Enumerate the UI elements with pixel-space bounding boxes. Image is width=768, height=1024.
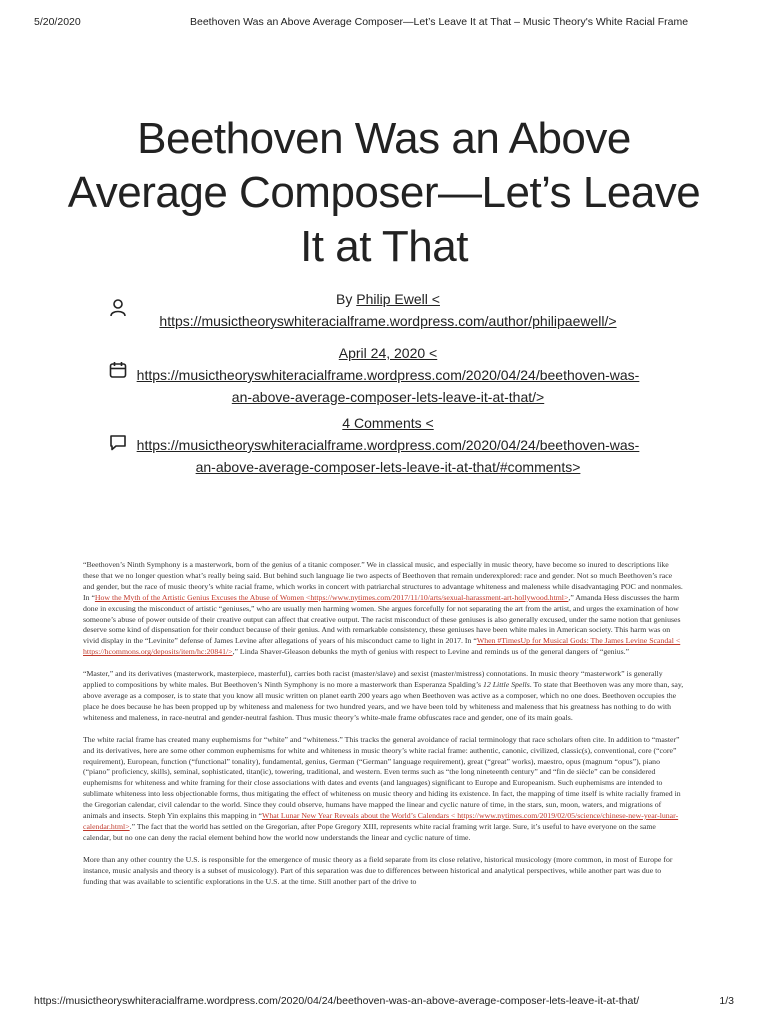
print-date: 5/20/2020 bbox=[34, 16, 81, 28]
title-line: Beethoven Was an Above bbox=[137, 114, 631, 163]
date-url-link-2[interactable]: an-above-average-composer-lets-leave-it-at-that/> bbox=[231, 389, 545, 405]
byline bbox=[108, 288, 668, 332]
title-line: It at That bbox=[300, 222, 468, 271]
by-label: By bbox=[336, 291, 357, 307]
date-url-link-1[interactable]: https://musictheoryswhiteracialframe.wordpress.com/2020/04/24/beethoven-was- bbox=[136, 367, 640, 383]
lunar-calendar-link[interactable]: What Lunar New Year Reveals about the World’s Calendars < https://www.nytimes.com/2019/02/05/science/chinese-new-year-lunar-calendar.html> bbox=[83, 811, 679, 831]
paragraph: “Beethoven’s Ninth Symphony is a masterwork, born of the genius of a titanic composer.” We in classical music, and especially in music theory, have become so inured to descriptions like these that we no longer question what’s really being said. But behind such language lie two aspects of Beethoven that remain underexplored: race and gender. Not so much Beethoven’s race and gender, but the race of music theory’s white racial frame, which works in concert with patriarchal structures to advantage whiteness and maleness while disadvantaging POC and nonmales. In “How the Myth of the Artistic Genius Excuses the Abuse of Women <https://www.nytimes.com/2017/11/10/arts/sexual-harassment-art-hollywood.html>,” Amanda Hess discusses the harm done in excusing the misconduct of artistic “geniuses,” who are usually men harming women. She argues forcefully for not separating the art from the artist, and urges the examination of how someone’s abuse of power outside of their creative output can affect that creative output. The racist misconduct of these geniuses is also generally excused, under the same notion that geniuses deserve some kind of dispensation for their conduct because of their genius. And with remarkable consistency, these geniuses have been white males in American society. This harm was on vivid display in the “Levinite” defense of James Levine after allegations of years of his misconduct came to light in 2017. In “When #TimesUp for Musical Gods: The James Levine Scandal < https://hcommons.org/deposits/item/hc:20841/>,” Linda Shaver-Gleason debunks the myth of genius with respect to Levine and reminds us of the general dangers of “genius.” bbox=[83, 560, 683, 657]
comments-url-link-2[interactable]: an-above-average-composer-lets-leave-it-at-that/#comments> bbox=[195, 459, 581, 475]
paragraph: The white racial frame has created many euphemisms for “white” and “whiteness.” This tracks the general avoidance of racial terminology that race scholars often cite. In addition to “master” and its derivatives, here are some other common euphemisms for white and whiteness in music theory’s white racial frame: authentic, canonic, civilized, classic(s), conventional, core (“core” requirement), European, function (“functional” tonality), fundamental, genius, German (“German” language requirement), great (“great” works), maestro, opus (magnum “opus”), piano (“piano” proficiency, skills), seminal, sophisticated, titan(ic), towering, traditional, and western. Even terms such as “the long nineteenth century” and “fin de siècle” can be considered euphemisms for whiteness and white framing for their close associations with dates and events (and languages) significant to Europe and Europeanism. Such euphemisms are intended to sublimate whiteness into less objectionable forms, thus mitigating the effect of whiteness on music theory and hiding its existence. In fact, the mapping of time itself is white racially framed in the Gregorian calendar, civil calendar to the world. Since they could observe, humans have mapped the linear and cyclic nature of time, in the stars, sun, moon, waters, and migrations of animals and insects. Steph Yin explains this mapping in “What Lunar New Year Reveals about the World’s Calendars < https://www.nytimes.com/2019/02/05/science/chinese-new-year-lunar-calendar.html>.” The fact that the world has settled on the Gregorian, after Pope Gregory XIII, represents white racial framing writ large. Sure, it’s useful to have everyone on the same calendar, but no one can deny the racial element behind how the world now understands the linear and cyclic nature of time. bbox=[83, 734, 681, 842]
title-line: Average Composer—Let’s Leave bbox=[67, 168, 701, 217]
person-icon bbox=[108, 298, 128, 318]
page-number: 1/3 bbox=[719, 995, 734, 1007]
comments-count bbox=[108, 412, 668, 478]
comments-link[interactable]: 4 Comments < bbox=[342, 415, 434, 431]
comments-url-link-1[interactable]: https://musictheoryswhiteracialframe.wordpress.com/2020/04/24/beethoven-was- bbox=[136, 437, 640, 453]
paragraph: More than any other country the U.S. is responsible for the emergence of music theory as a field separate from its close relative, historical musicology (more common, in most of Europe for instance, music analysis and theory is a subset of musicology). Part of this separation was due to differences between historical and analytical perspectives, while another part was due to funding that was available to scientific explorations in the U.S. at the time. Still another part of the drive to bbox=[83, 854, 673, 886]
article-title bbox=[40, 112, 728, 274]
post-date bbox=[108, 342, 668, 408]
calendar-icon bbox=[108, 360, 128, 380]
print-url: https://musictheoryswhiteracialframe.wordpress.com/2020/04/24/beethoven-was-an-above-average-composer-lets-leave-it-at-that/ bbox=[34, 995, 640, 1007]
article-body bbox=[83, 560, 685, 898]
hess-article-link[interactable]: How the Myth of the Artistic Genius Excuses the Abuse of Women <https://www.nytimes.com/2017/11/10/arts/sexual-harassment-art-hollywood.html> bbox=[94, 592, 569, 602]
author-link[interactable]: Philip Ewell < bbox=[356, 291, 440, 307]
comment-icon bbox=[108, 432, 128, 452]
author-url-link[interactable]: https://musictheoryswhiteracialframe.wordpress.com/author/philipaewell/> bbox=[159, 313, 617, 329]
print-page-title: Beethoven Was an Above Average Composer—Let’s Leave It at That – Music Theory's White Racial Frame bbox=[190, 16, 689, 28]
levine-article-link[interactable]: When #TimesUp for Musical Gods: The James Levine Scandal < https://hcommons.org/deposits/item/hc:20841/> bbox=[83, 636, 681, 657]
paragraph: “Master,” and its derivatives (masterwork, masterpiece, masterful), carries both racist (master/slave) and sexist (master/mistress) connotations. In music theory “masterwork” is generally applied to compositions by white males. But Beethoven’s Ninth Symphony is no more a masterwork than Esperanza Spalding’s 12 Little Spells. To state that Beethoven was any more than, say, above average as a composer, is to state that you know all music written on planet earth 200 years ago when Beethoven was active as a composer, which no one does. Beethoven occupies the place he does because he has been propped up by whiteness and maleness for two hundred years, and we have been told by whiteness and maleness that his greatness has nothing to do with whiteness and maleness, in race-neutral and gender-neutral fashion. Thus music theory’s white-male frame obfuscates race and gender, one of its main goals. bbox=[83, 669, 684, 722]
date-link[interactable]: April 24, 2020 < bbox=[338, 345, 438, 361]
